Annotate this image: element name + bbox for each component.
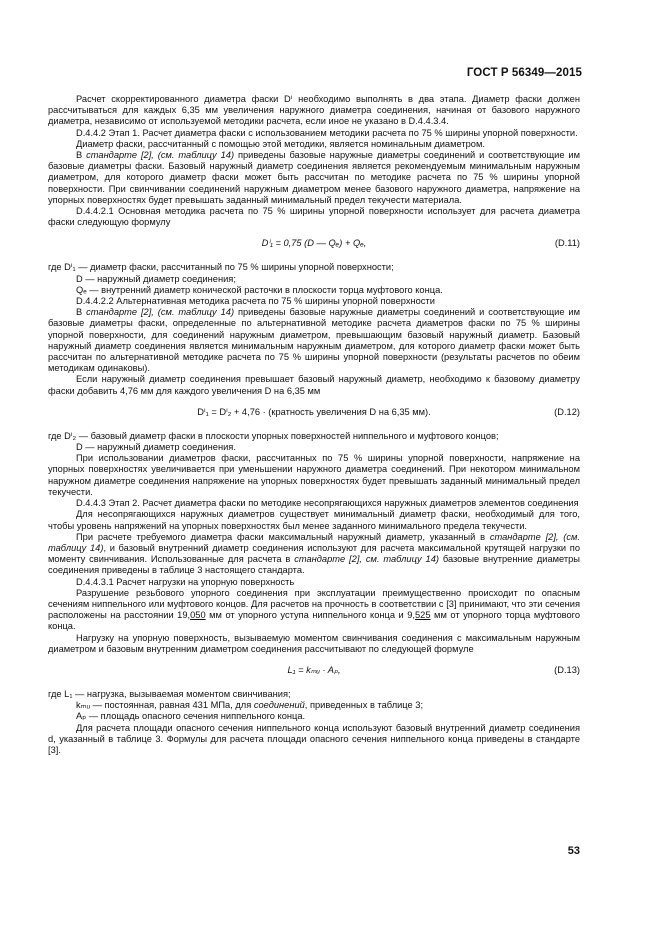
paragraph: D.4.4.2.1 Основная методика расчета по 75 % ширины упорной поверхности использует для расчета диаметра фаски следующую формулу bbox=[48, 206, 580, 228]
standard-reference: стандарте [2], (см. таблицу 14) bbox=[48, 531, 581, 553]
standard-reference: стандарте [2], (см. таблицу 14) bbox=[86, 307, 235, 318]
page-number: 53 bbox=[567, 845, 580, 857]
formula-text: Dⁱ₁ = 0,75 (D — Qₑ) + Qₑ, bbox=[261, 238, 367, 249]
paragraph: Для расчета площади опасного сечения ниппельного конца используют базовый внутренний диаметр соединения d, указанный в таблице 3. Формулы для расчета площади опасного сечения ниппельного конца приведены в стандарте [3]. bbox=[48, 722, 580, 755]
text-span: базовые внутренние диаметры соединения приведены в таблице 3 настоящего стандарта. bbox=[48, 554, 580, 576]
text-italic: соединений bbox=[253, 700, 305, 711]
document-header: ГОСТ Р 56349—2015 bbox=[466, 67, 582, 79]
formula-number: (D.11) bbox=[554, 238, 580, 249]
paragraph: Для несопрягающихся наружных диаметров существует минимальный диаметр фаски, необходимый для того, чтобы уровень напряжений на упорных поверхностях был менее заданного минимального предела текучести. bbox=[48, 509, 580, 531]
text-span: , приведенных в таблице 3; bbox=[304, 700, 424, 711]
standard-reference: стандарте [2], см. таблицу 14) bbox=[294, 554, 439, 565]
paragraph: D.4.4.2.2 Альтернативная методика расчета по 75 % ширины упорной поверхности bbox=[76, 296, 435, 307]
formula-number: (D.13) bbox=[554, 664, 580, 675]
formula-d13 bbox=[48, 663, 580, 677]
where-line: где L₁ — нагрузка, вызываемая моментом свинчивания; bbox=[48, 688, 291, 699]
standard-reference: стандарте [2], (см. таблицу 14) bbox=[86, 150, 235, 161]
paragraph bbox=[48, 307, 580, 374]
text-span: При расчете требуемого диаметра фаски максимальный наружный диаметр, указанный в bbox=[76, 531, 490, 542]
underlined-number: 050 bbox=[190, 610, 206, 621]
paragraph: Нагрузку на упорную поверхность, вызываемую моментом свинчивания соединения с максимальным наружным диаметром и базовым внутренним диаметром соединения рассчитывают по следующей формуле bbox=[48, 632, 580, 654]
formula-text: L₁ = kₘᵤ · Aₚ, bbox=[287, 664, 341, 675]
paragraph: Диаметр фаски, рассчитанный с помощью этой методики, является номинальным диаметром. bbox=[76, 138, 485, 149]
text-span: , и базовый внутренний диаметр соединения используют для расчета максимальной крутящей нагрузки по моменту свинчивания. Использованные для расчета в bbox=[48, 542, 580, 565]
paragraph: Если наружный диаметр соединения превышает базовый наружный диаметр, необходимо к базовому диаметру фаски добавить 4,76 мм для каждого увеличения D на 6,35 мм bbox=[48, 374, 580, 396]
formula-d11 bbox=[48, 236, 580, 250]
where-line: Qₑ — внутренний диаметр конической расточки в плоскости торца муфтового конца. bbox=[76, 284, 443, 295]
where-line: Aₚ — площадь опасного сечения ниппельного конца. bbox=[76, 711, 306, 722]
formula-number: (D.12) bbox=[554, 406, 580, 417]
paragraph: D.4.4.3 Этап 2. Расчет диаметра фаски по методике несопрягающихся наружных диаметров элементов соединения bbox=[76, 498, 579, 509]
text-span: приведены базовые наружные диаметры соединений и соответствующие им базовые диаметры фаски. Базовый наружный диаметр соединения является рекомендуемым минимальным наружным диаметром, для которого диаметр фаски может быть рассчитан по методике расчета по 75 % ширины упорной поверхности. При свинчивании соединений наружным диаметром менее базового наружного диаметра, напряжение на упорных поверхностях будет превышать заданный минимальный предел текучести материала. bbox=[48, 150, 580, 205]
text-span: мм от упорного торца муфтового конца. bbox=[48, 610, 580, 632]
paragraph bbox=[48, 588, 580, 633]
paragraph bbox=[48, 532, 580, 577]
where-line bbox=[48, 700, 580, 711]
where-line: где Dⁱ₁ — диаметр фаски, рассчитанный по 75 % ширины упорной поверхности; bbox=[48, 262, 394, 273]
text-span: В bbox=[76, 150, 87, 161]
paragraph bbox=[48, 150, 580, 206]
paragraph: При использовании диаметров фаски, рассчитанных по 75 % ширины упорной поверхности, напряжение на упорных поверхностях увеличивается при уменьшении наружного диаметра соединений. При некотором минимальном наружном диаметре соединения напряжение на упорных поверхностях будет превышать заданный минимальный предел текучести. bbox=[48, 453, 580, 497]
paragraph: D.4.4.3.1 Расчет нагрузки на упорную поверхность bbox=[76, 576, 295, 587]
paragraph: D.4.4.2 Этап 1. Расчет диаметра фаски с использованием методики расчета по 75 % ширины упорной поверхности. bbox=[76, 127, 578, 138]
text-span: приведены базовые наружные диаметры соединений и соответствующие им базовые диаметры фаски, определенные по альтернативной методике расчета диаметров фаски по 75 % ширины упорной поверхности, для соединений наружным диаметром, превышающим базовый наружный диаметр. Базовый наружный диаметр соединения является минимальным наружным диаметром, для которого диаметр фаски может быть рассчитан по альтернативной методике расчета по 75 % ширины упорной поверхности (результаты расчетов по обеим методикам одинаковы). bbox=[48, 307, 580, 374]
text-span: Разрушение резьбового упорного соединения при эксплуатации преимущественно происходит по опасным сечениям ниппельного или муфтового концов. Для расчетов на прочность в соответствии с [3] принимают, что эти сечения расположены на расстоянии 19, bbox=[48, 587, 580, 621]
paragraph: Расчет скорректированного диаметра фаски Dⁱ необходимо выполнять в два этапа. Диаметр фаски должен рассчитываться для каждых 6,35 мм увеличения наружного диаметра соединения, начиная от базового наружного диаметра, независимо от используемой методики расчета, если иное не указано в D.4.4.3.4. bbox=[48, 94, 580, 127]
where-line: где Dⁱ₂ — базовый диаметр фаски в плоскости упорных поверхностей ниппельного и муфтового концов; bbox=[48, 430, 499, 441]
where-line: D — наружный диаметр соединения. bbox=[76, 442, 236, 453]
underlined-number: 525 bbox=[415, 610, 431, 621]
document-body bbox=[48, 94, 580, 756]
text-span: мм от упорного уступа ниппельного конца и 9, bbox=[205, 610, 416, 621]
formula-text: Dⁱ₁ = Dⁱ₂ + 4,76 · (кратность увеличения D на 6,35 мм). bbox=[197, 406, 431, 417]
formula-d12 bbox=[48, 405, 580, 419]
text-span: kₘᵤ — постоянная, равная 431 МПа, для bbox=[76, 700, 254, 711]
where-line: D — наружный диаметр соединения; bbox=[76, 273, 236, 284]
text-span: В bbox=[76, 307, 87, 318]
